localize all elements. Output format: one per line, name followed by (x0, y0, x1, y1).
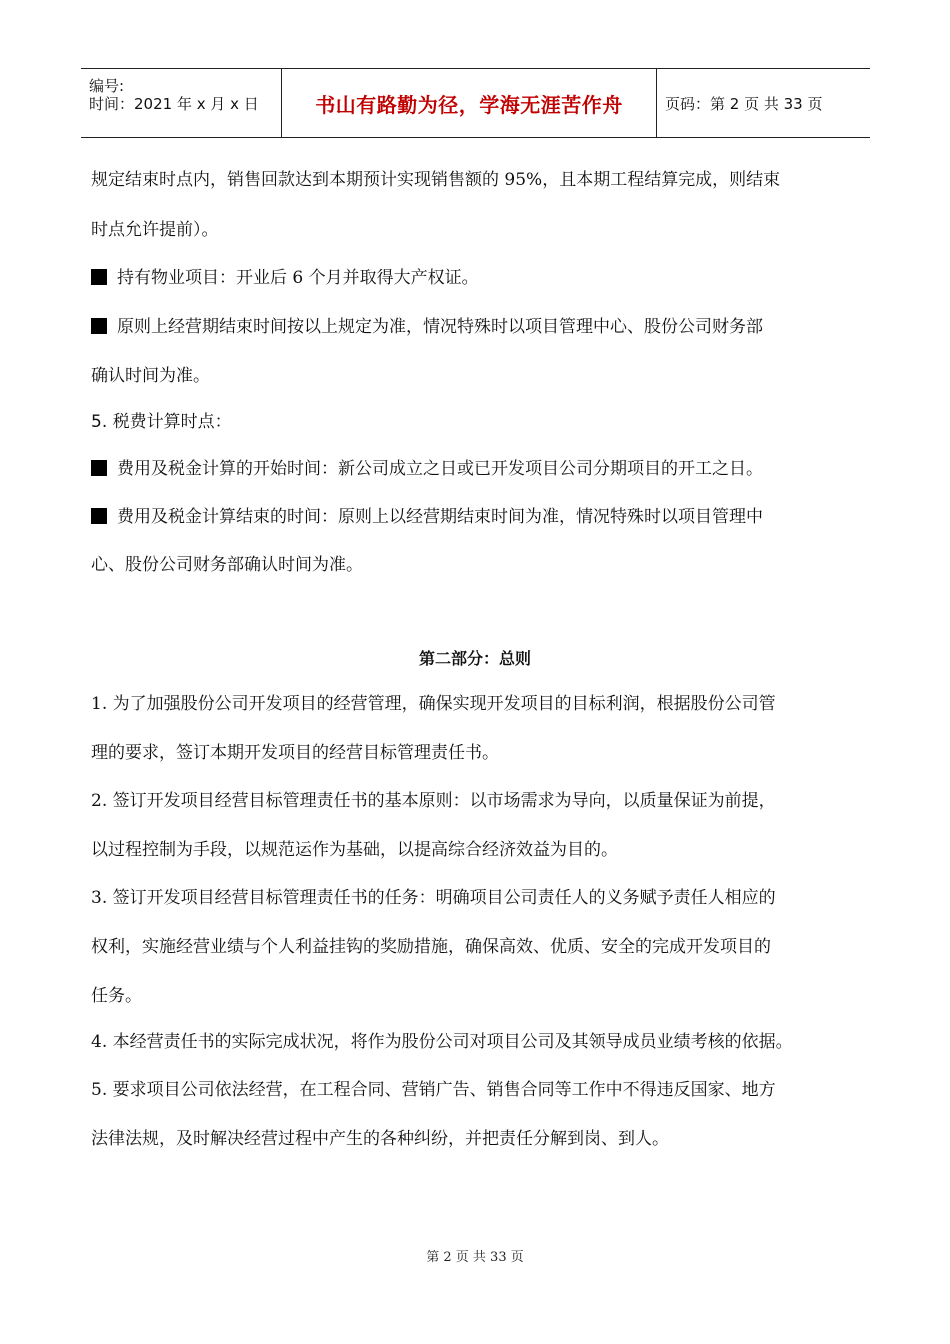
document-number-label: 编号: (89, 77, 125, 95)
header-page-cell (656, 69, 870, 137)
square-bullet-icon (91, 318, 107, 334)
section-title: 第二部分：总则 (418, 649, 531, 668)
paragraph-line: 时点允许提前）。 (91, 220, 219, 240)
paragraph-line: 4. 本经营责任书的实际完成状况，将作为股份公司对项目公司及其领导成员业绩考核的依据。 (91, 1032, 793, 1052)
numbered-heading: 5. 税费计算时点： (91, 412, 232, 432)
paragraph-line: 3. 签订开发项目经营目标管理责任书的任务：明确项目公司责任人的义务赋予责任人相应的 (91, 888, 776, 908)
bullet-item: 费用及税金计算结束的时间：原则上以经营期结束时间为准，情况特殊时以项目管理中 (91, 505, 871, 529)
paragraph-line: 5. 要求项目公司依法经营，在工程合同、营销广告、销售合同等工作中不得违反国家、地方 (91, 1080, 776, 1100)
bullet-item: 费用及税金计算的开始时间：新公司成立之日或已开发项目公司分期项目的开工之日。 (91, 457, 871, 481)
paragraph-line: 理的要求，签订本期开发项目的经营目标管理责任书。 (91, 743, 499, 763)
paragraph-line: 规定结束时点内，销售回款达到本期预计实现销售额的 95%，且本期工程结算完成，则结束 (91, 170, 781, 190)
header-motto: 书山有路勤为径，学海无涯苦作舟 (315, 92, 623, 117)
header-left-cell (81, 69, 281, 137)
paragraph-line: 以过程控制为手段，以规范运作为基础，以提高综合经济效益为目的。 (91, 840, 618, 860)
paragraph-line: 2. 签订开发项目经营目标管理责任书的基本原则：以市场需求为导向，以质量保证为前提， (91, 791, 776, 811)
paragraph-line: 1. 为了加强股份公司开发项目的经营管理，确保实现开发项目的目标利润，根据股份公司管 (91, 694, 776, 714)
page-header (81, 68, 870, 138)
paragraph-line: 心、股份公司财务部确认时间为准。 (91, 555, 363, 575)
square-bullet-icon (91, 460, 107, 476)
page-footer: 第 2 页 共 33 页 (426, 1250, 524, 1265)
bullet-item: 原则上经营期结束时间按以上规定为准，情况特殊时以项目管理中心、股份公司财务部 (91, 315, 871, 339)
bullet-item: 持有物业项目：开业后 6 个月并取得大产权证。 (91, 266, 871, 290)
header-page-info: 页码：第 2 页 共 33 页 (665, 94, 823, 113)
paragraph-line: 任务。 (91, 986, 142, 1006)
square-bullet-icon (91, 269, 107, 285)
square-bullet-icon (91, 508, 107, 524)
paragraph-line: 法律法规，及时解决经营过程中产生的各种纠纷，并把责任分解到岗、到人。 (91, 1129, 669, 1149)
paragraph-line: 确认时间为准。 (91, 366, 210, 386)
paragraph-line: 权利，实施经营业绩与个人利益挂钩的奖励措施，确保高效、优质、安全的完成开发项目的 (91, 937, 771, 957)
header-motto-cell (281, 69, 657, 137)
document-date: 时间：2021 年 x 月 x 日 (89, 95, 259, 113)
